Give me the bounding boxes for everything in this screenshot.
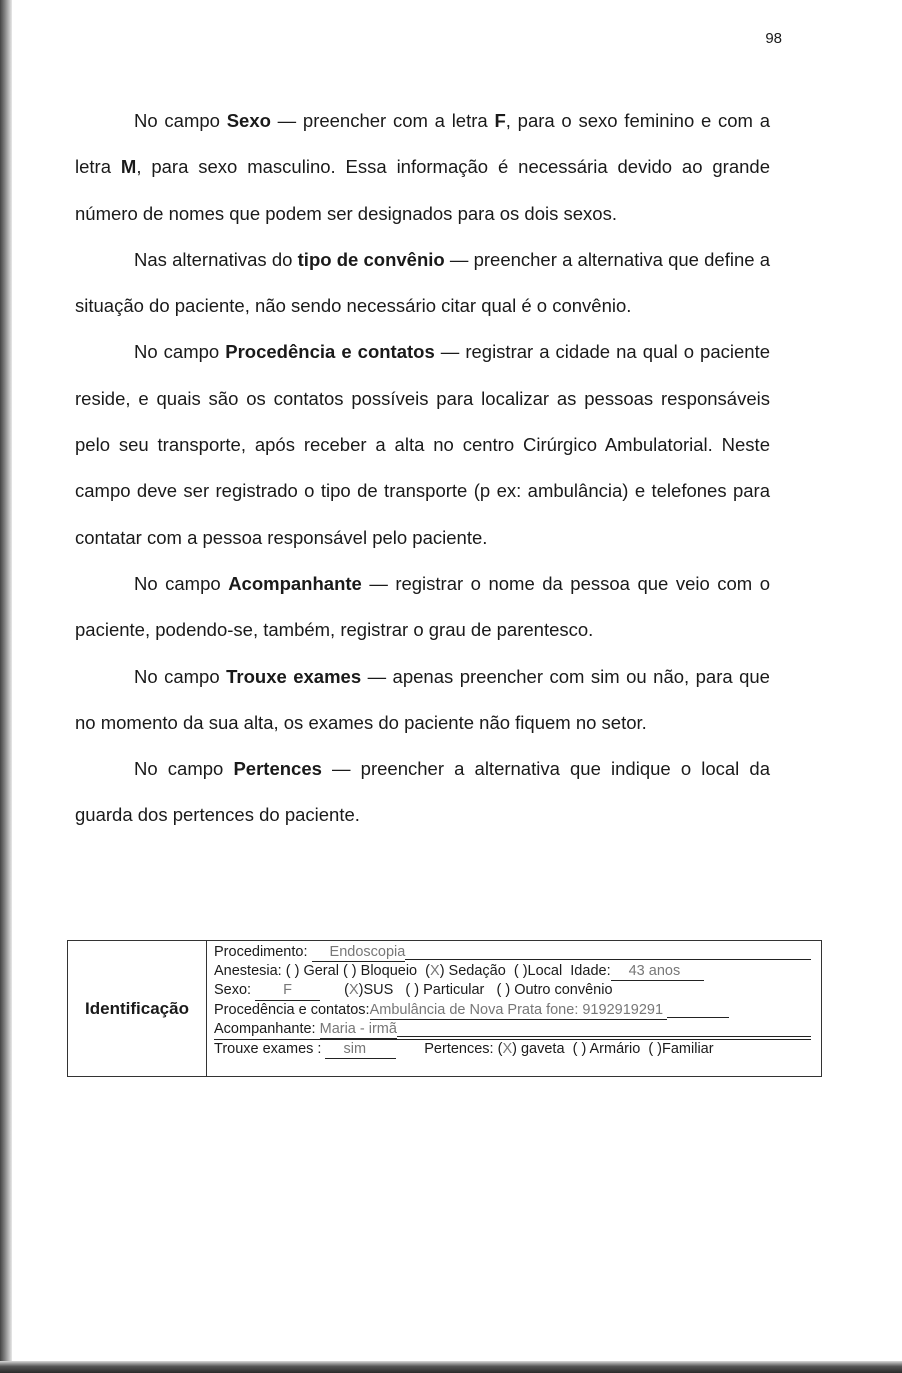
form-fields: [207, 941, 821, 1076]
idade-value: 43 anos: [628, 963, 681, 980]
acompanhante-value: Maria - irmã: [319, 1020, 397, 1037]
scan-bottom-edge: [0, 1361, 902, 1373]
procedimento-value: Endoscopia: [329, 944, 406, 960]
convenio-check: X: [349, 982, 359, 999]
pertences-check: X: [502, 1041, 513, 1058]
field-acompanhante: Acompanhante: Maria - irmã: [214, 1020, 811, 1039]
field-procedimento: Procedimento: Endoscopia: [214, 943, 811, 962]
paragraph-sexo: No campo Sexo — preencher com a letra F, para o sexo feminino e com a letra M, para sexo masculino. Essa informação é necessária devido ao grande número de nomes que podem ser designados para os dois sexos.: [75, 110, 771, 224]
scan-left-edge: [0, 0, 12, 1373]
paragraph-convenio: Nas alternativas do tipo de convênio — preencher a alternativa que define a situação do paciente, não sendo necessário citar qual é o convênio.: [75, 248, 770, 317]
section-label: Identificação: [68, 941, 207, 1076]
exames-value: sim: [343, 1041, 367, 1058]
field-exames-pertences: Trouxe exames : sim Pertences: ( X ) gaveta ( ) Armário ( )Familiar: [214, 1039, 811, 1059]
paragraph-pertences: No campo Pertences — preencher a alternativa que indique o local da guarda dos pertences do paciente.: [75, 758, 770, 826]
anestesia-check: X: [430, 963, 440, 980]
procedencia-value: Ambulância de Nova Prata fone: 9192919291: [369, 1001, 664, 1018]
sexo-value: F: [283, 982, 292, 999]
paragraph-acompanhante: No campo Acompanhante — registrar o nome da pessoa que veio com o paciente, podendo-se, também, registrar o grau de parentesco.: [75, 572, 770, 641]
page-number: 98: [765, 30, 782, 47]
identification-form: [67, 940, 822, 1077]
field-anestesia: Anestesia: ( ) Geral ( ) Bloqueio ( X ) Sedação ( )Local Idade: 43 anos: [214, 962, 811, 981]
paragraph-procedencia: No campo Procedência e contatos — registrar a cidade na qual o paciente reside, e quais são os contatos possíveis para localizar as pessoas responsáveis pelo seu transporte, após receber a alta no centro Cirúrgico Ambulatorial. Neste campo deve ser registrado o tipo de transporte (p ex: ambulância) e telefones para contatar com a pessoa responsável pelo paciente.: [75, 341, 770, 548]
paragraph-exames: No campo Trouxe exames — apenas preencher com sim ou não, para que no momento da sua alta, os exames do paciente não fiquem no setor.: [75, 665, 770, 733]
body-text: [75, 98, 770, 839]
field-procedencia: Procedência e contatos: Ambulância de Nova Prata fone: 9192919291: [214, 1001, 811, 1020]
field-sexo-convenio: Sexo: F ( X )SUS ( ) Particular ( ) Outro convênio: [214, 981, 811, 1000]
